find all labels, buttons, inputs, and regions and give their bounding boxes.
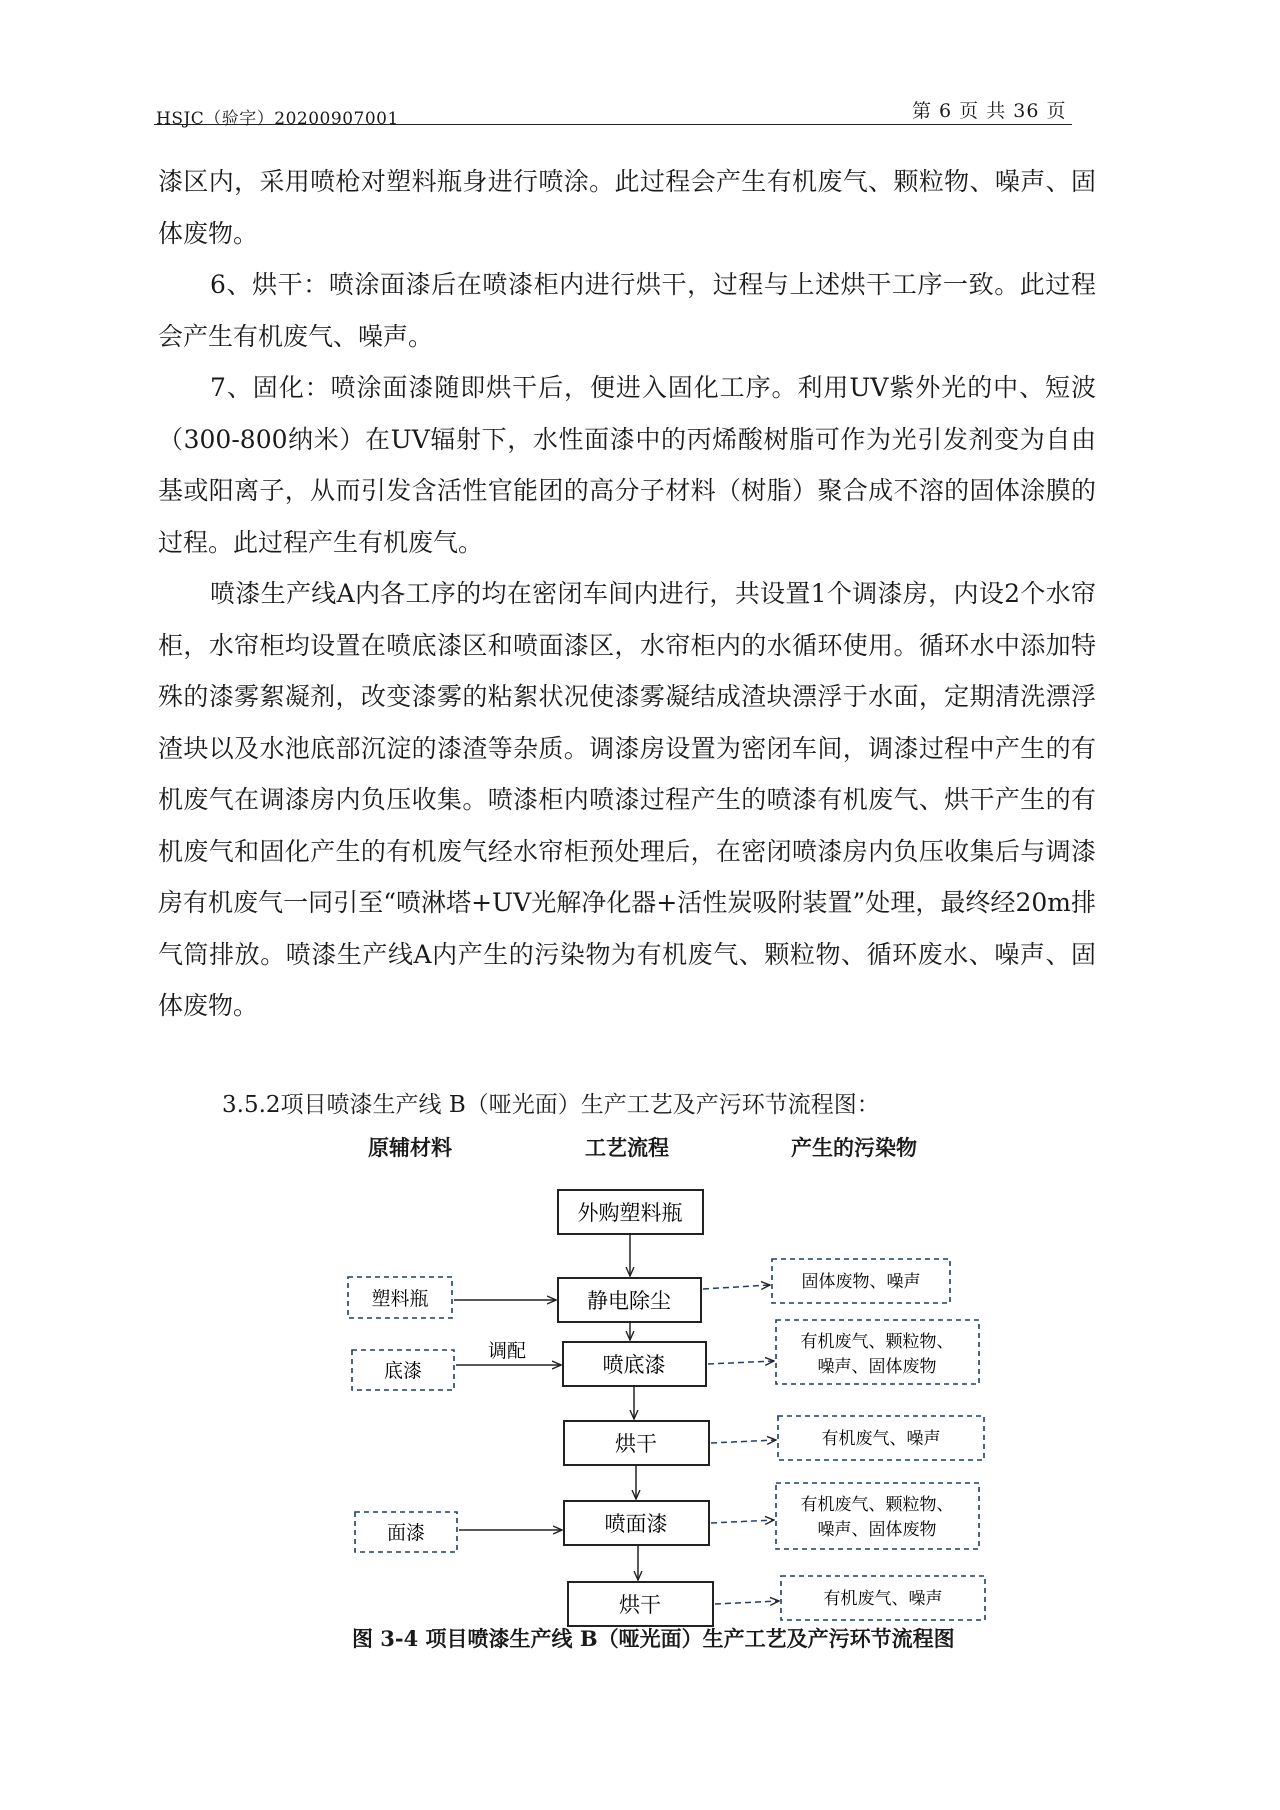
process-step-purchase [558,1190,703,1234]
pollutant-arrow [711,1520,774,1523]
process-step-label: 静电除尘 [587,1289,671,1313]
paragraph-drying: 6、烘干：喷涂面漆后在喷漆柜内进行烘干，过程与上述烘干工序一致。此过程会产生有机废气、噪声。 [158,270,1096,351]
process-step-drying-2 [568,1582,713,1626]
process-step-destatic [558,1278,701,1322]
material-primer [352,1350,454,1390]
document-number: HSJC（验字）20200907001 [156,109,399,129]
pollutant-label: 噪声、固体废物 [817,1520,937,1540]
pollutant-destatic [772,1259,950,1303]
process-step-label: 喷面漆 [604,1512,668,1536]
pollutant-label: 有机废气、噪声 [823,1589,943,1609]
pollutant-arrow [715,1601,779,1604]
material-plastic-bottle [348,1277,452,1318]
pollutant-label: 有机废气、颗粒物、 [800,1332,954,1352]
process-step-drying-1 [564,1421,709,1465]
column-header-process: 工艺流程 [585,1135,669,1160]
column-header-materials: 原辅材料 [368,1135,452,1160]
pollutant-arrow [703,1285,770,1289]
process-step-primer-spray [563,1342,706,1386]
pollutant-topcoat-spray [776,1483,979,1549]
figure-caption: 图 3-4 项目喷漆生产线 B（哑光面）生产工艺及产污环节流程图 [352,1626,955,1651]
pollutant-label: 有机废气、颗粒物、 [800,1495,954,1515]
pollutant-drying-1 [778,1416,984,1460]
material-label: 塑料瓶 [371,1288,429,1310]
pollutant-arrow [711,1440,776,1443]
blending-label: 调配 [487,1340,527,1362]
paragraph-line-a-summary: 喷漆生产线A内各工序的均在密闭车间内进行，共设置1个调漆房，内设2个水帘柜，水帘柜均设置在喷底漆区和喷面漆区，水帘柜内的水循环使用。循环水中添加特殊的漆雾絮凝剂，改变漆雾的粘絮状况使漆雾凝结成渣块漂浮于水面，定期清洗漂浮渣块以及水池底部沉淀的漆渣等杂质。调漆房设置为密闭车间，调漆过程中产生的有机废气在调漆房内负压收集。喷漆柜内喷漆过程产生的喷漆有机废气、烘干产生的有机废气和固化产生的有机废气经水帘柜预处理后，在密闭喷漆房内负压收集后与调漆房有机废气一同引至“喷淋塔+UV光解净化器+活性炭吸附装置”处理，最终经20m排气筒排放。喷漆生产线A内产生的污染物为有机废气、颗粒物、循环废水、噪声、固体废物。 [158,579,1096,1020]
process-step-label: 烘干 [615,1432,657,1456]
material-label: 面漆 [386,1522,426,1544]
page-number: 第 6 页 共 36 页 [912,100,1067,122]
material-topcoat [355,1512,457,1552]
pollutant-label: 固体废物、噪声 [801,1272,921,1292]
pollutant-drying-2 [781,1576,985,1620]
paragraph-1: 漆区内，采用喷枪对塑料瓶身进行喷涂。此过程会产生有机废气、颗粒物、噪声、固体废物。 [158,167,1096,248]
material-label: 底漆 [383,1360,423,1382]
pollutant-primer-spray [776,1320,979,1384]
pollutant-label: 有机废气、噪声 [821,1429,941,1449]
process-step-topcoat-spray [564,1501,709,1545]
process-step-label: 烘干 [619,1593,661,1617]
paragraph-curing: 7、固化：喷涂面漆随即烘干后，便进入固化工序。利用UV紫外光的中、短波（300-800纳米）在UV辐射下，水性面漆中的丙烯酸树脂可作为光引发剂变为自由基或阳离子，从而引发含活性官能团的高分子材料（树脂）聚合成不溶的固体涂膜的过程。此过程产生有机废气。 [158,373,1096,557]
section-title: 3.5.2项目喷漆生产线 B（哑光面）生产工艺及产污环节流程图： [222,1092,880,1118]
process-step-label: 外购塑料瓶 [577,1201,683,1225]
process-step-label: 喷底漆 [602,1353,666,1377]
pollutant-arrow [708,1361,774,1364]
column-header-pollutants: 产生的污染物 [791,1135,917,1160]
pollutant-label: 噪声、固体废物 [817,1357,937,1377]
